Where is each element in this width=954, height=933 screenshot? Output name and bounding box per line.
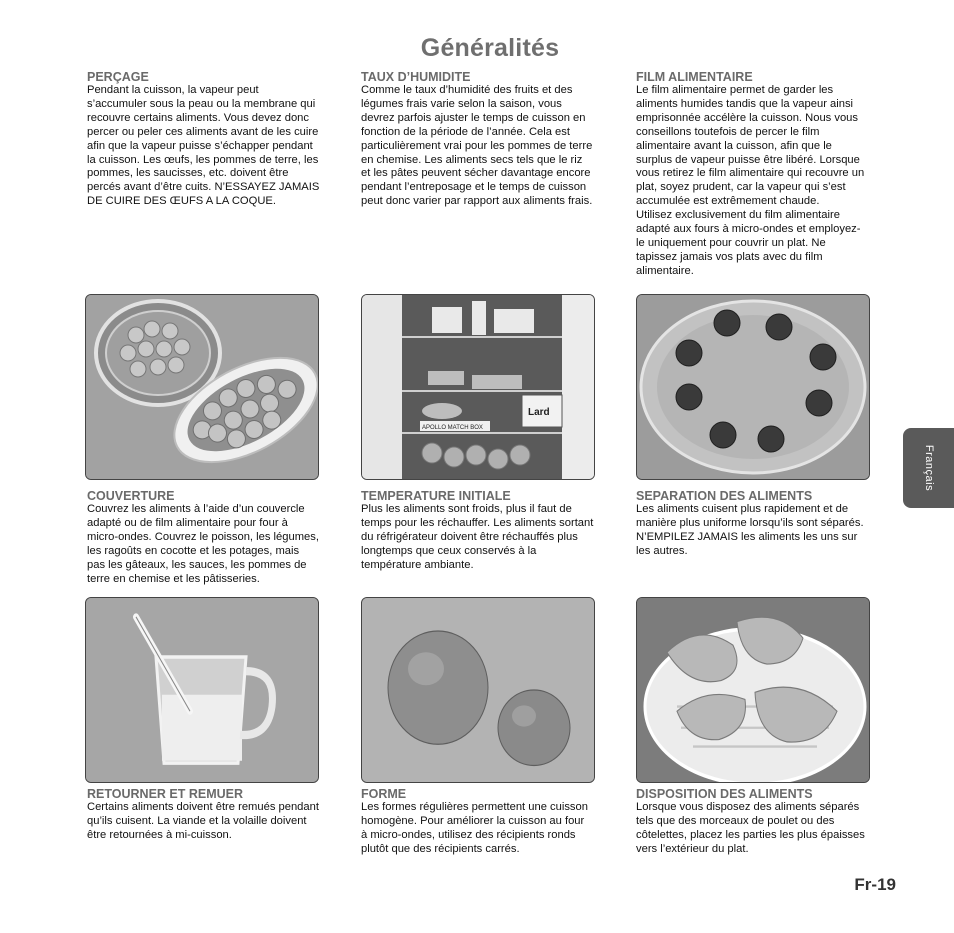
photo-potatoes: [361, 597, 595, 783]
photo-chicken-pieces: [636, 597, 870, 783]
section-heading: TAUX D’HUMIDITE: [361, 70, 471, 84]
section-disposition: [636, 787, 898, 857]
photo-separated-meatballs: [636, 294, 870, 480]
section-heading: TEMPERATURE INITIALE: [361, 489, 511, 503]
section-couverture: [87, 489, 349, 586]
section-body: Plus les aliments sont froids, plus il faut de temps pour les réchauffer. Les aliments sortant du réfrigérateur doivent être réchauffés plus longtemps que ceux conservés à la température ambiante.: [361, 503, 594, 571]
section-heading: RETOURNER ET REMUER: [87, 787, 244, 801]
fridge-pack-label: APOLLO MATCH BOX: [422, 425, 483, 431]
section-percage: [87, 70, 349, 209]
fridge-box-label: Lard: [528, 407, 550, 418]
photo-covered-carrots: [85, 294, 319, 480]
section-forme: [361, 787, 623, 857]
section-separation: [636, 489, 898, 559]
language-tab: [903, 428, 954, 508]
section-body: Pendant la cuisson, la vapeur peut s’accumuler sous la peau ou la membrane qui recouvre certains aliments. Vous devez donc percer ou peler ces aliments avant de les cuire afin que la vapeur puisse s’échapper pendant la cuisson. Les œufs, les pommes de terre, les pommes, les saucisses, etc. doivent être percés avant d’être cuits. N’ESSAYEZ JAMAIS DE CUIRE DES ŒUFS A LA COQUE.: [87, 84, 320, 208]
section-retourner: [87, 787, 349, 843]
section-film-alimentaire: [636, 70, 898, 279]
section-heading: DISPOSITION DES ALIMENTS: [636, 787, 813, 801]
section-body: Les formes régulières permettent une cuisson homogène. Pour améliorer la cuisson au four à micro-ondes, utilisez des récipients ronds plutôt que des récipients carrés.: [361, 801, 588, 855]
section-taux-humidite: [361, 70, 623, 209]
section-body: Couvrez les aliments à l’aide d’un couvercle adapté ou de film alimentaire pour four à micro-ondes. Couvrez le poisson, les légumes, les ragoûts en cocotte et les potages, mais pas les gâteaux, les sauces, les pommes de terre en chemise et les pâtisseries.: [87, 503, 319, 585]
section-heading: FORME: [361, 787, 407, 801]
section-heading: FILM ALIMENTAIRE: [636, 70, 753, 84]
language-tab-label: Français: [922, 444, 935, 492]
section-body: Comme le taux d’humidité des fruits et des légumes frais varie selon la saison, vous devrez parfois ajuster le temps de cuisson en fonction de la période de l’année. Cela est particulièrement vrai pour les pommes de terre en chemise. Les aliments secs tels que le riz et les pâtes peuvent sécher davantage encore pendant l’entreposage et le temps de cuisson peut donc varier par rapport aux aliments frais.: [361, 84, 593, 208]
section-body: Certains aliments doivent être remués pendant qu’ils cuisent. La viande et la volaille doivent être retournées à mi-cuisson.: [87, 801, 319, 841]
section-heading: COUVERTURE: [87, 489, 175, 503]
page-title: Généralités: [420, 34, 560, 62]
page-number: Fr-19: [854, 875, 896, 894]
section-body: Les aliments cuisent plus rapidement et de manière plus uniforme lorsqu’ils sont séparés. N’EMPILEZ JAMAIS les aliments les uns sur les autres.: [636, 503, 864, 557]
photo-stirring-cup: [85, 597, 319, 783]
section-body: Lorsque vous disposez des aliments séparés tels que des morceaux de poulet ou des côtelettes, placez les parties les plus épaisses vers l’extérieur du plat.: [636, 801, 865, 855]
section-heading: SEPARATION DES ALIMENTS: [636, 489, 813, 503]
section-body: Le film alimentaire permet de garder les aliments humides tandis que la vapeur ainsi emprisonnée accélère la cuisson. Nous vous conseillons toutefois de percer le film alimentaire avant la cuisson, afin que le surplus de vapeur puisse être libéré. Lorsque vous retirez le film alimentaire qui recouvre un plat, soyez prudent, car la vapeur qui s’est accumulée est extrêmement chaude. Utilisez exclusivement du film alimentaire adapté aux fours à micro-ondes et employez- le uniquement pour couvrir un plat. Ne tapissez jamais vos plats avec du film alimentaire.: [636, 84, 865, 277]
section-heading: PERÇAGE: [87, 70, 149, 84]
photo-refrigerator: [361, 294, 595, 480]
section-temperature-initiale: [361, 489, 623, 573]
